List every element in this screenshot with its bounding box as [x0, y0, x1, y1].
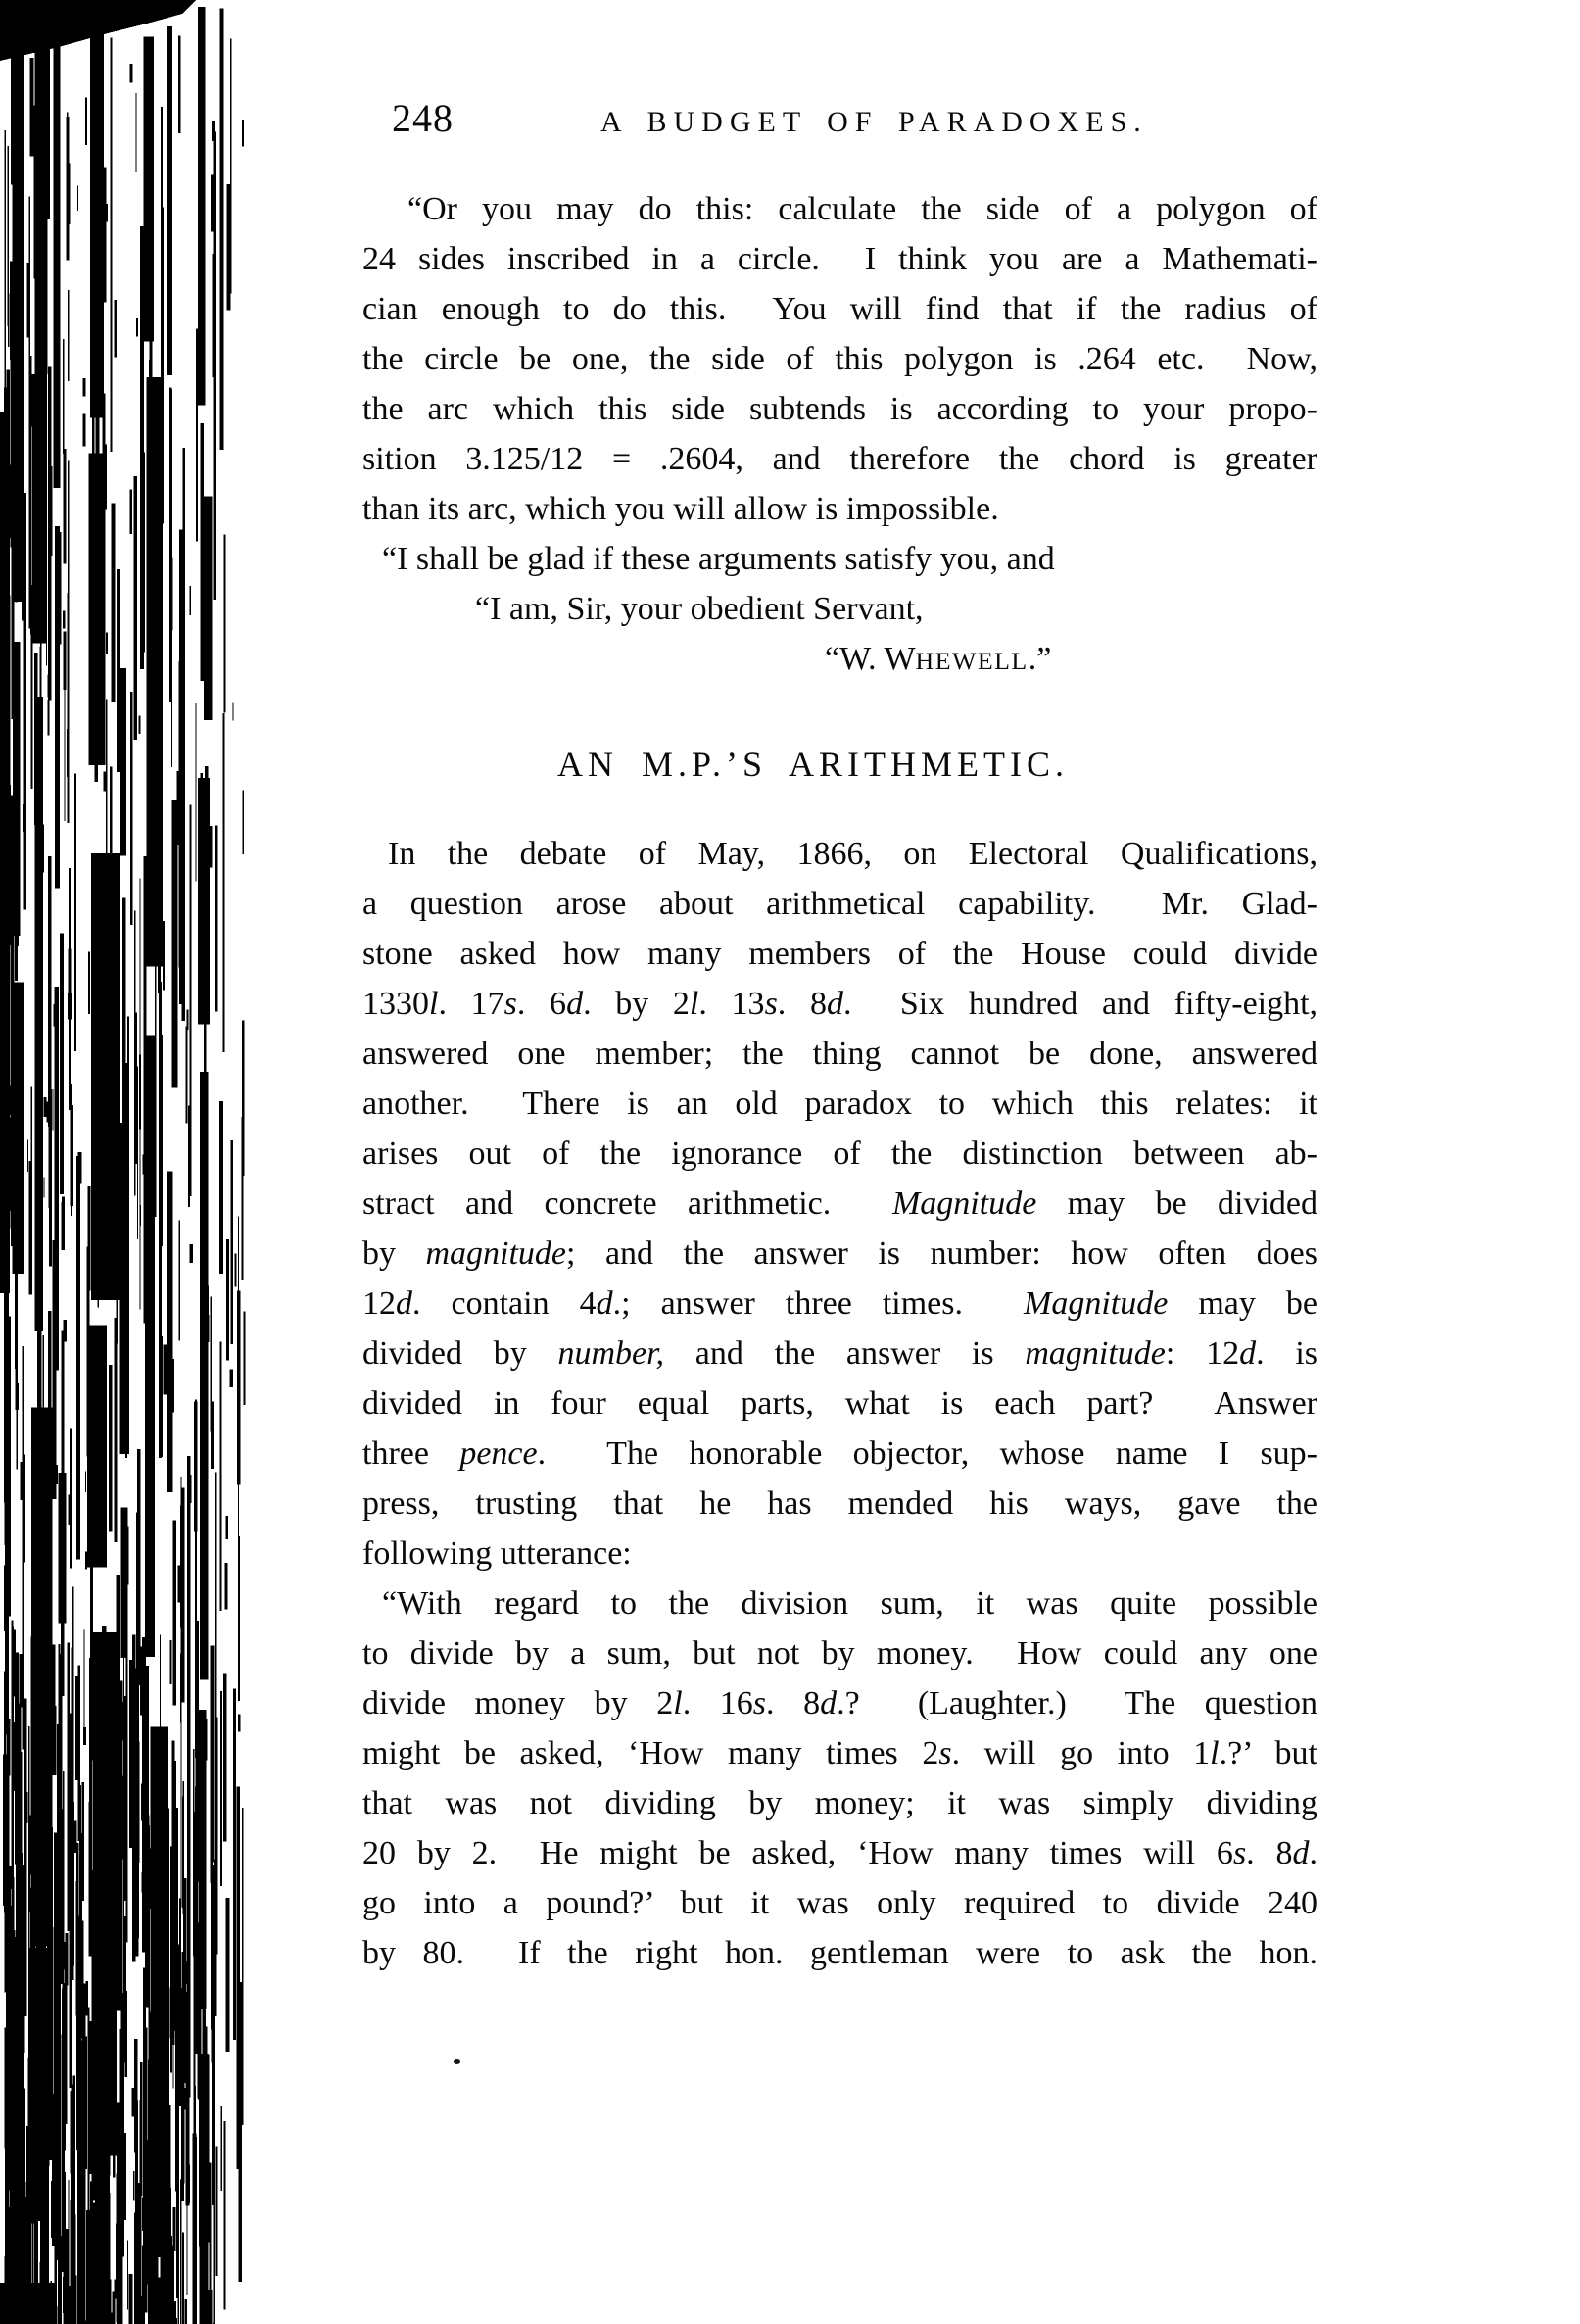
text-line: to divide by a sum, but not by money. How could any one: [362, 1635, 1317, 1671]
text-line: another. There is an old paradox to which this relates: it: [362, 1086, 1317, 1122]
text-line: In the debate of May, 1866, on Electoral Qualifications,: [388, 836, 1317, 872]
letter-body-paragraph: [362, 184, 1317, 534]
text-line: answered one member; the thing cannot be done, answered: [362, 1036, 1317, 1072]
text-line: the circle be one, the side of this polygon is .264 etc. Now,: [362, 341, 1317, 377]
text-line: three pence. The honorable objector, whose name I sup-: [362, 1435, 1317, 1472]
section-heading: AN M.P.’S ARITHMETIC.: [556, 745, 1070, 784]
text-line: “With regard to the division sum, it was quite possible: [382, 1585, 1317, 1622]
text-line: “I shall be glad if these arguments satisfy you, and: [382, 541, 1055, 577]
text-line: cian enough to do this. You will find that if the radius of: [362, 291, 1317, 327]
text-line: divide money by 2l. 16s. 8d.? (Laughter.) The question: [362, 1685, 1317, 1721]
running-title: A BUDGET OF PARADOXES.: [600, 106, 1148, 138]
text-line: than its arc, which you will allow is impossible.: [362, 491, 999, 527]
text-line: arises out of the ignorance of the distinction between ab-: [362, 1136, 1317, 1172]
text-line: divided by number, and the answer is magnitude: 12d. is: [362, 1335, 1317, 1372]
scanned-binding-artifact: [0, 0, 264, 2324]
text-line: “I am, Sir, your obedient Servant,: [475, 591, 924, 627]
letter-closing: [362, 534, 1317, 686]
text-line: sition 3.125/12 = .2604, and therefore the chord is greater: [362, 441, 1317, 477]
text-line: divided in four equal parts, what is each part? Answer: [362, 1385, 1317, 1422]
text-line: might be asked, ‘How many times 2s. will go into 1l.?’ but: [362, 1735, 1317, 1771]
text-line: the arc which this side subtends is according to your propo-: [362, 391, 1317, 427]
quotation-paragraph: [362, 1578, 1317, 1978]
mp-arithmetic-paragraph: [362, 829, 1317, 1578]
text-line: 24 sides inscribed in a circle. I think you are a Mathemati-: [362, 241, 1317, 277]
text-line: 12d. contain 4d.; answer three times. Magnitude may be: [362, 1285, 1317, 1322]
body-text: [362, 184, 1317, 1978]
stray-ink-speck: [454, 2059, 460, 2064]
running-head: [362, 98, 1317, 143]
text-line: a question arose about arithmetical capability. Mr. Glad-: [362, 886, 1317, 922]
text-line: 1330l. 17s. 6d. by 2l. 13s. 8d. Six hundred and fifty-eight,: [362, 986, 1318, 1022]
text-line: “W. WHEWELL.”: [825, 641, 1052, 677]
text-line: stone asked how many members of the House could divide: [362, 936, 1317, 972]
text-line: press, trusting that he has mended his ways, gave the: [362, 1485, 1317, 1522]
text-line: by 80. If the right hon. gentleman were to ask the hon.: [362, 1935, 1317, 1971]
text-line: “Or you may do this: calculate the side of a polygon of: [407, 191, 1317, 227]
text-line: following utterance:: [362, 1535, 632, 1572]
text-line: 20 by 2. He might be asked, ‘How many times will 6s. 8d.: [362, 1835, 1317, 1871]
text-line: go into a pound?’ but it was only required to divide 240: [362, 1885, 1317, 1921]
text-line: that was not dividing by money; it was simply dividing: [362, 1785, 1317, 1821]
text-line: stract and concrete arithmetic. Magnitude may be divided: [362, 1186, 1317, 1222]
text-line: by magnitude; and the answer is number: how often does: [362, 1235, 1317, 1272]
page-number: 248: [392, 96, 454, 140]
